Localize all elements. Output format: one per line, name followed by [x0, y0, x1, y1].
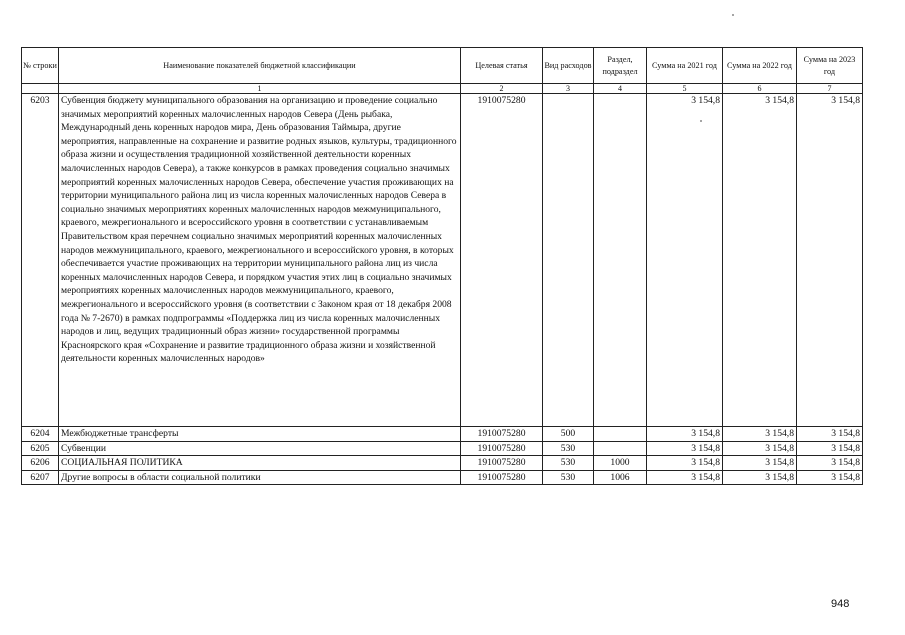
- row-sum-2021: 3 154,8: [647, 456, 723, 471]
- row-sum-2023: 3 154,8: [797, 470, 863, 485]
- table-row: [22, 470, 863, 485]
- row-target: 1910075280: [461, 470, 543, 485]
- row-sum-2023: 3 154,8: [797, 427, 863, 442]
- row-target: 1910075280: [461, 456, 543, 471]
- row-name: Другие вопросы в области социальной политики: [59, 470, 461, 485]
- col-num: [22, 84, 59, 94]
- header-sum-2022: Сумма на 2022 год: [723, 48, 797, 84]
- col-num: 6: [723, 84, 797, 94]
- table-row: [22, 441, 863, 456]
- row-section: [594, 441, 647, 456]
- row-sum-2023: 3 154,8: [797, 456, 863, 471]
- table-row: [22, 456, 863, 471]
- row-section: [594, 94, 647, 427]
- row-target: 1910075280: [461, 441, 543, 456]
- col-num: 5: [647, 84, 723, 94]
- scan-speck: [732, 14, 734, 16]
- row-expense-type: 500: [543, 427, 594, 442]
- row-number: 6207: [22, 470, 59, 485]
- table-row: [22, 94, 863, 427]
- row-sum-2022: 3 154,8: [723, 470, 797, 485]
- row-target: 1910075280: [461, 427, 543, 442]
- row-section: 1006: [594, 470, 647, 485]
- row-number: 6203: [22, 94, 59, 427]
- header-row: [22, 48, 863, 84]
- row-sum-2022: 3 154,8: [723, 94, 797, 427]
- row-section: [594, 427, 647, 442]
- row-number: 6204: [22, 427, 59, 442]
- row-target: 1910075280: [461, 94, 543, 427]
- row-sum-2021: 3 154,8: [647, 470, 723, 485]
- row-expense-type: 530: [543, 470, 594, 485]
- header-expense-type: Вид расходов: [543, 48, 594, 84]
- header-row-num: № строки: [22, 48, 59, 84]
- row-sum-2022: 3 154,8: [723, 441, 797, 456]
- row-sum-2023: 3 154,8: [797, 441, 863, 456]
- header-sum-2021: Сумма на 2021 год: [647, 48, 723, 84]
- row-expense-type: 530: [543, 456, 594, 471]
- budget-table: [21, 47, 863, 485]
- row-sum-2023: 3 154,8: [797, 94, 863, 427]
- row-expense-type: 530: [543, 441, 594, 456]
- col-num: 3: [543, 84, 594, 94]
- row-number: 6206: [22, 456, 59, 471]
- header-target: Целевая статья: [461, 48, 543, 84]
- col-num: 2: [461, 84, 543, 94]
- row-sum-2021: 3 154,8: [647, 427, 723, 442]
- row-number: 6205: [22, 441, 59, 456]
- row-sum-2021: 3 154,8: [647, 441, 723, 456]
- col-num: 4: [594, 84, 647, 94]
- row-section: 1000: [594, 456, 647, 471]
- column-number-row: [22, 84, 863, 94]
- row-expense-type: [543, 94, 594, 427]
- page-number: 948: [831, 598, 850, 610]
- row-name: СОЦИАЛЬНАЯ ПОЛИТИКА: [59, 456, 461, 471]
- row-name: Межбюджетные трансферты: [59, 427, 461, 442]
- row-sum-2021: 3 154,8: [647, 94, 723, 427]
- row-name: Субвенции: [59, 441, 461, 456]
- header-name: Наименование показателей бюджетной классификации: [59, 48, 461, 84]
- col-num: 7: [797, 84, 863, 94]
- row-sum-2022: 3 154,8: [723, 427, 797, 442]
- row-name: Субвенция бюджету муниципального образования на организацию и проведение социально значимых мероприятий коренных малочисленных народов Севера (День рыбака, Международный день коренных народов мира, День образования Таймыра, другие мероприятия, направленные на сохранение и развитие родных языков, культуры, традиционного образа жизни и осуществления традиционной хозяйственной деятельности коренных малочисленных народов Севера), а также конкурсов в рамках проведения социально значимых мероприятий коренных малочисленных народов Севера, обеспечение участия проживающих на территории муниципального района лиц из числа коренных малочисленных народов Севера в социально значимых мероприятиях коренных малочисленных народов межмуниципального, краевого, межрегионального и всероссийского уровня в соответствии с устанавливаемым Правительством края перечнем социально значимых мероприятий коренных малочисленных народов межмуниципального, краевого, межрегионального и всероссийского уровня, в которых обеспечивается участие проживающих на территории муниципального района лиц из числа коренных малочисленных народов Севера, и порядком участия этих лиц в социально значимых мероприятиях коренных малочисленных народов межмуниципального, краевого, межрегионального и всероссийского уровня (в соответствии с Законом края от 18 декабря 2008 года № 7-2670) в рамках подпрограммы «Поддержка лиц из числа коренных малочисленных народов и лиц, ведущих традиционный образ жизни» государственной программы Красноярского края «Сохранение и развитие традиционного образа жизни и хозяйственной деятельности коренных малочисленных народов»: [59, 94, 461, 427]
- col-num: 1: [59, 84, 461, 94]
- header-sum-2023: Сумма на 2023 год: [797, 48, 863, 84]
- table-row: [22, 427, 863, 442]
- row-sum-2022: 3 154,8: [723, 456, 797, 471]
- header-section: Раздел, подраздел: [594, 48, 647, 84]
